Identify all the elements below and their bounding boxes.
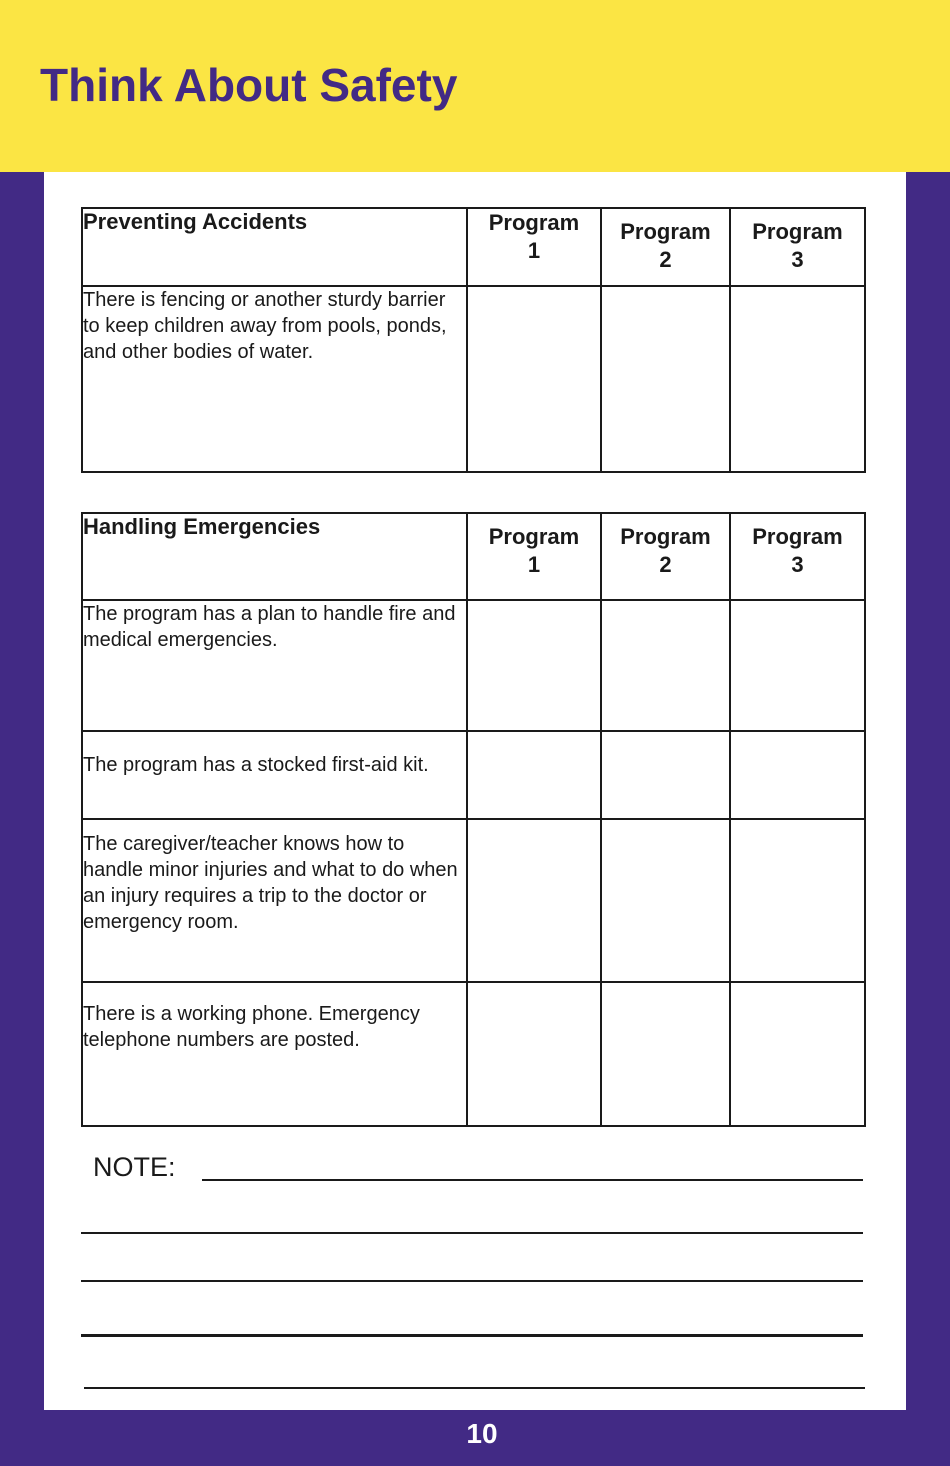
- page-title: Think About Safety: [40, 59, 458, 111]
- table-row: [82, 819, 865, 982]
- note-line[interactable]: [81, 1334, 863, 1337]
- table-header-row: [82, 513, 865, 600]
- program-3-check-cell[interactable]: [730, 286, 865, 472]
- program-2-check-cell[interactable]: [601, 600, 730, 731]
- checklist-item-text: The caregiver/teacher knows how to handle minor injuries and what to do when an injury requires a trip to the doctor or emergency room.: [82, 819, 467, 982]
- note-line[interactable]: [81, 1280, 863, 1282]
- section-title: Handling Emergencies: [82, 513, 467, 600]
- checklist-item-text: The program has a plan to handle fire and medical emergencies.: [82, 600, 467, 731]
- program-1-check-cell[interactable]: [467, 819, 601, 982]
- program-2-header: Program 2: [601, 513, 730, 600]
- page-header: [0, 0, 950, 172]
- table-row: [82, 731, 865, 819]
- note-line[interactable]: [84, 1387, 865, 1389]
- program-1-check-cell[interactable]: [467, 286, 601, 472]
- program-3-header: Program 3: [730, 513, 865, 600]
- table-header-row: [82, 208, 865, 286]
- program-1-check-cell[interactable]: [467, 600, 601, 731]
- table-row: [82, 600, 865, 731]
- program-3-check-cell[interactable]: [730, 731, 865, 819]
- preventing-accidents-table: [81, 207, 866, 473]
- program-2-check-cell[interactable]: [601, 286, 730, 472]
- program-1-header: Program 1: [467, 208, 601, 286]
- note-line[interactable]: [81, 1232, 863, 1234]
- page-number: 10: [466, 1418, 498, 1449]
- program-1-check-cell[interactable]: [467, 731, 601, 819]
- program-3-check-cell[interactable]: [730, 819, 865, 982]
- program-1-check-cell[interactable]: [467, 982, 601, 1126]
- program-3-check-cell[interactable]: [730, 982, 865, 1126]
- program-2-check-cell[interactable]: [601, 982, 730, 1126]
- handling-emergencies-table: [81, 512, 866, 1127]
- checklist-item-text: There is a working phone. Emergency telephone numbers are posted.: [82, 982, 467, 1126]
- note-label: NOTE:: [93, 1152, 176, 1182]
- table-row: [82, 286, 865, 472]
- program-1-header: Program 1: [467, 513, 601, 600]
- section-title: Preventing Accidents: [82, 208, 467, 286]
- table-row: [82, 982, 865, 1126]
- program-3-header: Program 3: [730, 208, 865, 286]
- note-line[interactable]: [202, 1179, 863, 1181]
- program-3-check-cell[interactable]: [730, 600, 865, 731]
- checklist-item-text: The program has a stocked first-aid kit.: [82, 731, 467, 819]
- program-2-check-cell[interactable]: [601, 819, 730, 982]
- program-2-header: Program 2: [601, 208, 730, 286]
- checklist-item-text: There is fencing or another sturdy barrier to keep children away from pools, ponds, and other bodies of water.: [82, 286, 467, 472]
- program-2-check-cell[interactable]: [601, 731, 730, 819]
